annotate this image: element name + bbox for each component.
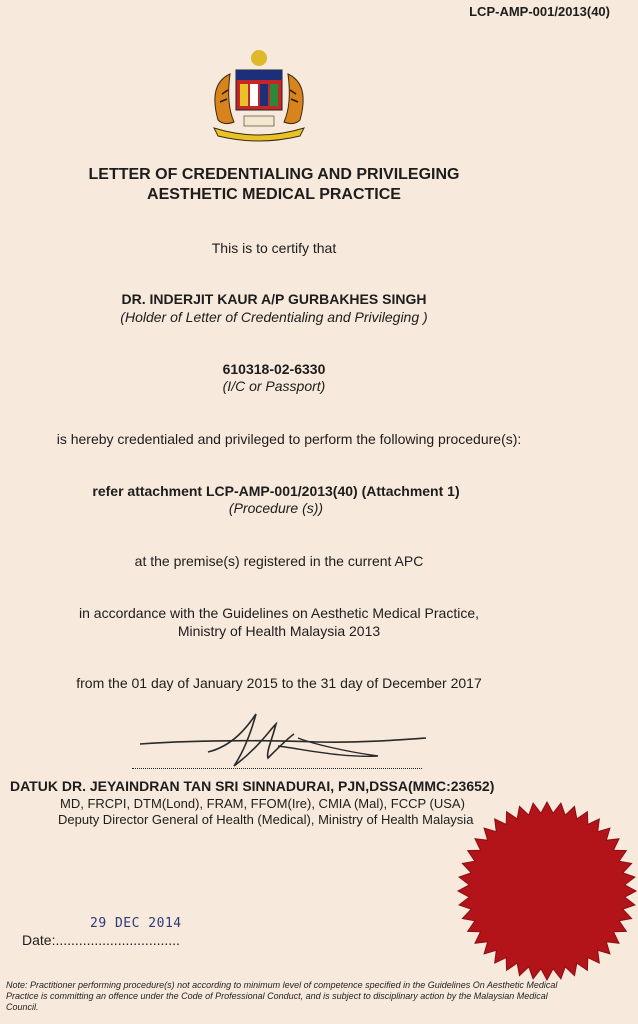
document-title-line2: AESTHETIC MEDICAL PRACTICE [147,186,401,203]
red-wax-seal [456,800,638,982]
signature-line [132,768,422,769]
footnote: Note: Practitioner performing procedure(s) not according to minimum level of competence specified in the Guidelines On Aesthetic Medical Practice is committing an offence under the Code of Professional Conduct, and is subject to disciplinary action by the Malaysian Medical Council. [6,980,558,1012]
procedure-text: refer attachment LCP-AMP-001/2013(40) (Attachment 1) [92,483,460,499]
certify-text: This is to certify that [211,240,337,256]
premise-text: at the premise(s) registered in the current APC [134,553,424,569]
holder-role-note: (Holder of Letter of Credentialing and Privileging ) [120,309,428,325]
date-label: Date:................................ [22,932,180,948]
signatory-position: Deputy Director General of Health (Medical), Ministry of Health Malaysia [58,812,474,827]
procedure-note: (Procedure (s)) [228,500,324,516]
holder-name: DR. INDERJIT KAUR A/P GURBAKHES SINGH [121,291,427,307]
holder-id-number: 610318-02-6330 [222,361,326,377]
reference-number: LCP-AMP-001/2013(40) [469,4,610,19]
credential-text: is hereby credentialed and privileged to perform the following procedure(s): [56,431,522,447]
holder-id-note: (I/C or Passport) [222,378,326,394]
guidelines-line1: in accordance with the Guidelines on Aesthetic Medical Practice, [79,605,479,621]
guidelines-line2: Ministry of Health Malaysia 2013 [177,623,381,639]
document-title-line1: LETTER OF CREDENTIALING AND PRIVILEGING [88,166,460,183]
handwritten-signature [138,706,428,772]
coat-of-arms-emblem [200,44,318,144]
signatory-name: DATUK DR. JEYAINDRAN TAN SRI SINNADURAI, PJN,DSSA(MMC:23652) [10,778,495,794]
signatory-qualifications: MD, FRCPI, DTM(Lond), FRAM, FFOM(Ire), CMIA (Mal), FCCP (USA) [60,796,465,811]
date-stamp: 29 DEC 2014 [90,916,182,931]
validity-period: from the 01 day of January 2015 to the 31 day of December 2017 [76,675,482,691]
